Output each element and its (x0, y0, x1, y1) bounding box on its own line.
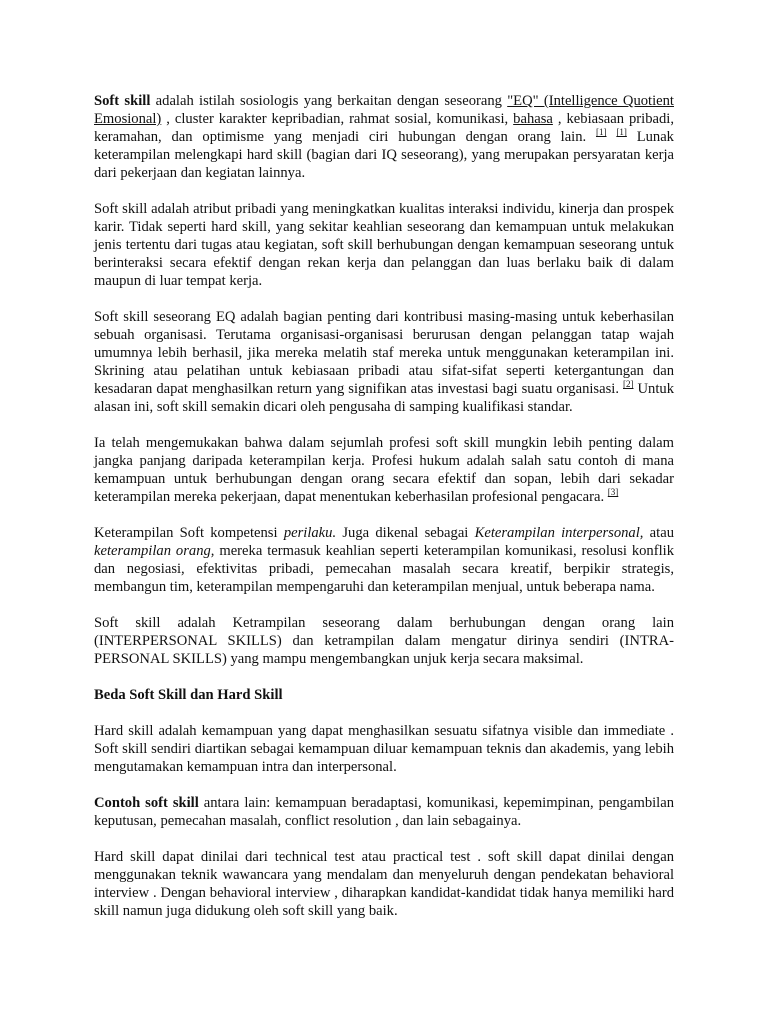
text-span: antara lain: kemampuan beradaptasi, komunikasi, kepemimpinan, pengambilan keputusan, pemecahan masalah, conflict resolution , dan lain sebagainya. (94, 795, 674, 829)
paragraph-assessment: Hard skill dapat dinilai dari technical test atau practical test . soft skill dapat dinilai dengan menggunakan teknik wawancara yang mendalam dan menyeluruh dengan pendekatan behavioral interview . Dengan behavioral interview , diharapkan kandidat-kandidat tidak hanya memiliki hard skill namun juga didukung oleh soft skill yang baik. (94, 849, 674, 919)
citation-2[interactable]: [2] (623, 379, 634, 389)
text-span: mereka termasuk keahlian seperti keterampilan komunikasi, resolusi konflik dan negosiasi, efektivitas pribadi, pemecahan masalah secara kreatif, berpikir strategis, membangun tim, keterampilan mempengaruhi dan keterampilan menjual, untuk beberapa nama. (94, 543, 674, 595)
text-span: , cluster karakter kepribadian, rahmat sosial, komunikasi, (161, 111, 514, 127)
italic-orang: keterampilan orang, (94, 543, 215, 559)
text-span: Soft skill seseorang EQ adalah bagian penting dari kontribusi masing-masing untuk keberhasilan sebuah organisasi. Terutama organisasi-organisasi berurusan dengan pelanggan tatap wajah umumnya lebih berhasil, jika mereka melatih staf mereka untuk menggunakan keterampilan ini. Skrining atau pelatihan untuk kebiasaan pribadi atau sifat-sifat seperti ketergantungan dan kesadaran dapat menghasilkan return yang signifikan atas investasi bagi suatu organisasi. (94, 309, 674, 397)
text-span: adalah istilah sosiologis yang berkaitan dengan seseorang (150, 93, 508, 109)
paragraph-organization (94, 308, 674, 416)
text-span: Ia telah mengemukakan bahwa dalam sejumlah profesi soft skill mungkin lebih penting dalam jangka panjang daripada keterampilan kerja. Profesi hukum adalah salah satu contoh di mana kemampuan untuk berhubungan dengan orang secara efektif dan sopan, lebih dari sekadar keterampilan mereka pekerjaan, dapat menentukan keberhasilan profesional pengacara. (94, 435, 674, 505)
italic-perilaku: perilaku. (283, 525, 337, 541)
text-span: , kebiasaan pribadi, keramahan, dan optimisme yang menjadi ciri hubungan dengan orang lain. (94, 111, 674, 145)
document-page (94, 92, 674, 938)
paragraph-examples (94, 794, 674, 830)
term-contoh-soft-skill: Contoh soft skill (94, 795, 199, 811)
italic-interpersonal: Keterampilan interpersonal, (474, 525, 644, 541)
citation-1[interactable]: [1] (596, 127, 607, 137)
citation-1b[interactable]: [1] (616, 127, 627, 137)
paragraph-competency (94, 524, 674, 596)
text-span: Untuk alasan ini, soft skill semakin dicari oleh pengusaha di samping kualifikasi standar. (94, 381, 674, 415)
link-bahasa[interactable]: bahasa (513, 111, 553, 127)
text-span: atau (643, 525, 674, 541)
paragraph-profession (94, 434, 674, 506)
paragraph-interpersonal: Soft skill adalah Ketrampilan seseorang dalam berhubungan dengan orang lain (INTERPERSONAL SKILLS) dan ketrampilan dalam mengatur dirinya sendiri (INTRA-PERSONAL SKILLS) yang mampu mengembangkan unjuk kerja secara maksimal. (94, 615, 674, 667)
section-heading: Beda Soft Skill dan Hard Skill (94, 687, 283, 703)
paragraph-definition (94, 92, 674, 182)
citation-3[interactable]: [3] (607, 487, 619, 497)
text-span: Juga dikenal sebagai (336, 525, 475, 541)
term-soft-skill: Soft skill (94, 93, 151, 109)
link-eq[interactable]: "EQ" (Intelligence Quotient Emosional) (94, 93, 674, 127)
paragraph-hard-skill: Hard skill adalah kemampuan yang dapat menghasilkan sesuatu sifatnya visible dan immediate . Soft skill sendiri diartikan sebagai kemampuan diluar kemampuan teknis dan akademis, yang lebih mengutamakan kemampuan intra dan interpersonal. (94, 723, 674, 775)
text-span: Lunak keterampilan melengkapi hard skill (bagian dari IQ seseorang), yang merupakan persyaratan kerja dari pekerjaan dan kegiatan lainnya. (94, 129, 674, 181)
paragraph-attributes: Soft skill adalah atribut pribadi yang meningkatkan kualitas interaksi individu, kinerja dan prospek karir. Tidak seperti hard skill, yang sekitar keahlian seseorang dan kemampuan untuk melakukan jenis tertentu dari tugas atau kegiatan, soft skill berhubungan dengan kemampuan seseorang untuk berinteraksi secara efektif dengan rekan kerja dan pelanggan dan luas berlaku baik di dalam maupun di luar tempat kerja. (94, 201, 674, 289)
text-span: Keterampilan Soft kompetensi (94, 525, 284, 541)
